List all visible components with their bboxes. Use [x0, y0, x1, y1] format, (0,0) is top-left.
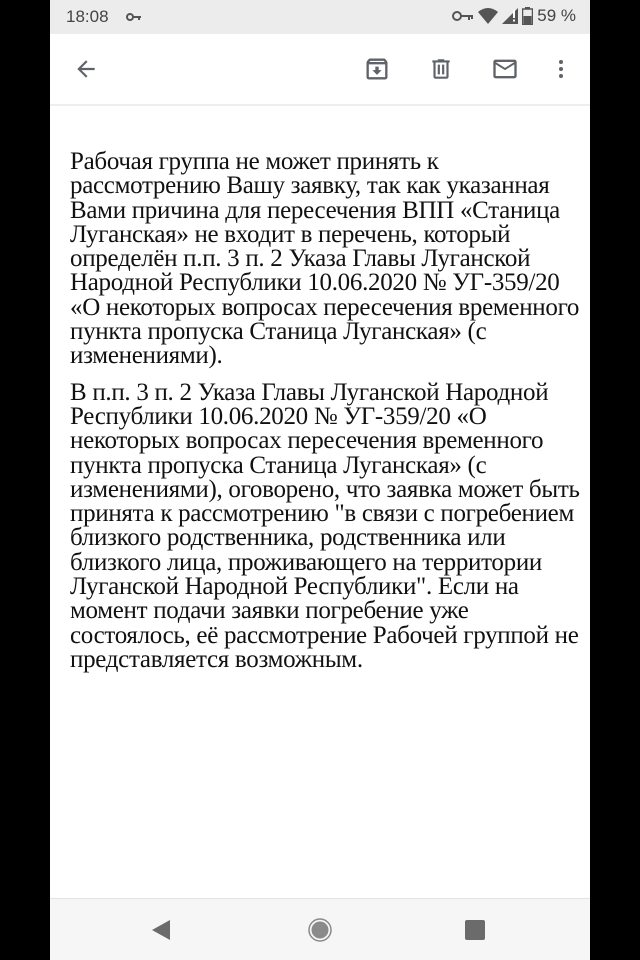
status-time: 18:08 — [66, 7, 109, 26]
mail-icon — [491, 55, 519, 83]
nav-recents-icon — [464, 919, 486, 941]
nav-home-icon — [307, 917, 333, 943]
battery-percent: 59 % — [537, 6, 576, 25]
vpn-key-icon — [126, 10, 142, 25]
back-arrow-icon — [73, 56, 99, 82]
status-bar — [50, 0, 590, 34]
message-body — [70, 150, 580, 684]
delete-button[interactable] — [423, 51, 459, 87]
message-paragraph: В п.п. 3 п. 2 Указа Главы Луганской Народной Республики 10.06.2020 № УГ-359/20 «О некоторых вопросах пересечения временного пункта пропуска Станица Луганская» (с изменениями), оговорено, что заявка может быть принята к рассмотрению "в связи с погребением близкого родственника, родственника или близкого лица, проживающего на территории Луганской Народной Республики". Если на момент подачи заявки погребение уже состоялось, её рассмотрение Рабочей группой не представляется возможным. — [70, 378, 580, 673]
archive-icon — [363, 55, 391, 83]
archive-button[interactable] — [359, 51, 395, 87]
phone-screen — [50, 0, 590, 960]
message-paragraph: Рабочая группа не может принять к рассмотрению Вашу заявку, так как указанная Вами причина для пересечения ВПП «Станица Луганская» не входит в перечень, который определён п.п. 3 п. 2 Указа Главы Луганской Народной Республики 10.06.2020 № УГ-359/20 «О некоторых вопросах пересечения временного пункта пропуска Станица Луганская» (с изменениями). — [70, 148, 580, 370]
wifi-icon — [478, 7, 498, 25]
more-options-button[interactable] — [543, 51, 579, 87]
system-navigation-bar — [50, 898, 590, 960]
nav-home-button[interactable] — [305, 915, 335, 945]
nav-recents-button[interactable] — [460, 915, 490, 945]
nav-back-button[interactable] — [146, 915, 176, 945]
more-vert-icon — [549, 57, 573, 81]
cell-signal-icon — [502, 7, 518, 25]
status-icons — [452, 6, 576, 26]
top-app-bar — [50, 34, 590, 106]
battery-icon — [522, 7, 533, 25]
back-button[interactable] — [68, 51, 104, 87]
key-icon — [452, 9, 474, 23]
mark-unread-button[interactable] — [487, 51, 523, 87]
delete-icon — [428, 56, 454, 82]
nav-back-icon — [150, 918, 172, 942]
